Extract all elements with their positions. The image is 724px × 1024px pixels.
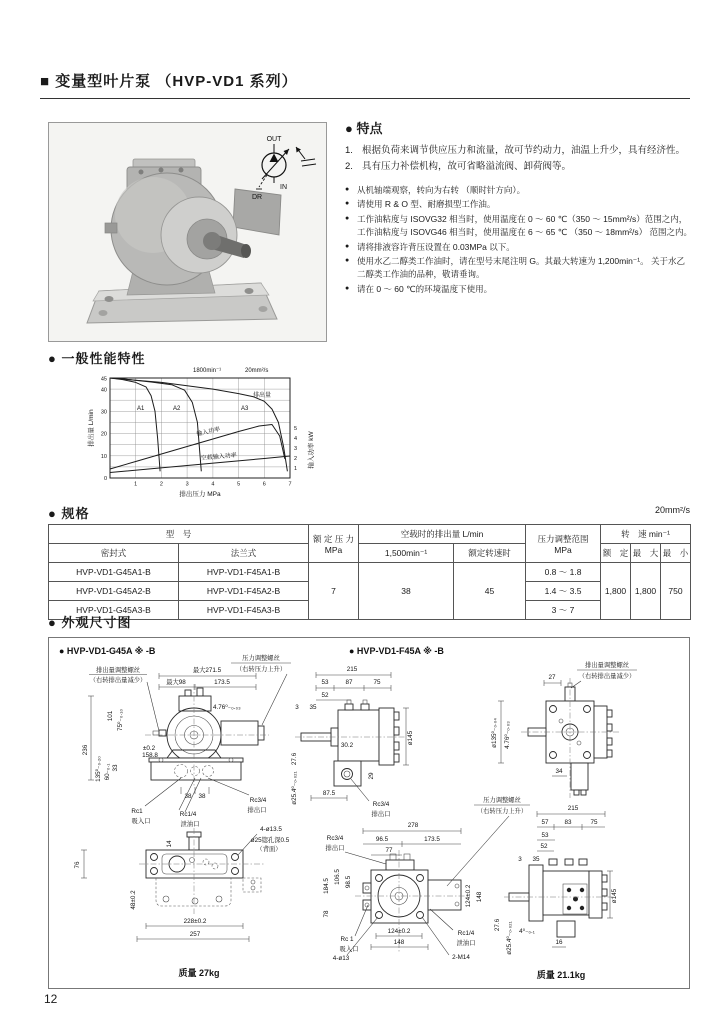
col-rated: 额 定 [601,544,631,563]
dimensions-heading: ● 外观尺寸图 [48,615,132,630]
value-speed-max: 1,800 [631,563,661,620]
label-pressure-screw: 压力调整螺丝 [242,655,280,662]
col-adjust-line2: MPa [554,544,572,555]
value-flow1500: 38 [359,563,454,620]
xtick: 1 [134,481,138,488]
item-text: 根据负荷来调节供应压力和流量，故可节约动力，油温上升少，具有经济性。 [362,145,686,156]
table-row [49,563,691,582]
port-label: Rc3/4 [372,801,390,808]
port-label: Rc1 [131,808,143,815]
value-range: 1.4 ～ 3.5 [526,582,601,601]
bullet-icon: ● [345,200,350,208]
dim-label: 35 [309,704,317,711]
symbol-dr-label: DR [252,194,263,201]
dim-label: 106.5 [334,869,341,885]
features-heading: ● 特点 [345,121,383,136]
dim-label: 52 [540,843,548,850]
curve-label-flow: 排出量 [253,393,272,399]
f45a-drawing [323,646,637,980]
feature-bullet [345,255,692,281]
label-pressure-screw: 压力调整螺丝 [483,797,521,804]
dim-label: 101 [107,710,114,722]
dim-label: ±0.2 [142,745,156,752]
feature-bullet [345,213,692,239]
col-pressure-line2: MPa [324,544,343,555]
spec-note: 20mm²/s [654,505,690,515]
dim-label: 87 [345,679,353,686]
feature-bullet [345,283,692,296]
g45a-drawing [59,646,414,978]
dim-label: 4.76⁰₋₀.₀₃ [504,721,511,749]
dim-label: 最大98 [166,679,186,686]
dim-label: 38 [184,793,192,800]
y2tick: 4 [294,436,298,442]
value-range: 0.8 ～ 1.8 [526,563,601,582]
performance-chart [85,362,350,507]
series-A1 [110,378,160,471]
col-rated-speed: 额定转速时 [454,544,526,563]
curve-label-noload: 空载输入功率 [200,452,238,462]
dim-label: 最大271.5 [192,667,222,674]
chart-annotation-viscosity: 20mm²/s [245,368,269,374]
port-label: 排出口 [325,845,345,852]
value-flow-rated: 45 [454,563,526,620]
dimensions-svg [49,638,687,986]
dim-label: ø135⁰₋₀.₀₄ [491,718,498,748]
bullet-icon: ● [345,185,350,193]
curve-label-a1: A1 [137,406,145,412]
bullet-text: 请使用 R & O 型、耐磨损型工作油。 [357,199,496,210]
model-sealed: HVP-VD1-G45A3-B [49,601,179,620]
bullet-text: 请在 0 ～ 60 ℃的环境温度下使用。 [357,283,493,294]
y2tick: 5 [294,426,298,432]
feature-bullets [345,184,692,296]
item-number: 1. [345,145,353,156]
dim-label: 135⁰₋₀.₂₀ [95,756,102,782]
col-1500: 1,500min⁻¹ [359,544,454,563]
symbol-in-label: IN [280,184,287,191]
port-label: 泄油口 [180,821,200,828]
ytick: 10 [100,453,107,460]
curve-label-a2: A2 [173,406,181,412]
col-model: 型 号 [49,525,309,544]
pump-photo-illustration [49,123,326,341]
ytick: 45 [100,376,107,383]
dim-label: 124±0.2 [465,884,472,908]
dim-label: 27.6 [494,918,501,932]
model-sealed: HVP-VD1-G45A1-B [49,563,179,582]
series-A2 [110,378,201,471]
bullet-icon: ● [345,284,350,292]
feature-bullet [345,241,692,254]
dim-label: 52 [321,692,329,699]
col-flow: 空载时的排出量 L/min [359,525,526,544]
ytick: 0 [103,476,107,482]
dim-label: 148 [476,891,483,903]
dim-label: 4-ø13 [332,955,350,962]
model-flange: HVP-VD1-F45A2-B [179,582,309,601]
col-adjust-line1: 压力调整范围 [537,533,589,544]
ytick: 30 [100,409,107,416]
dim-label: 215 [567,805,579,812]
bullet-text: 工作油粘度与 ISOVG32 相当时，使用温度在 0 ～ 60 ℃（350 ～ 15mm²/s）范围之内，工作油粘度与 ISOVG46 相当时，使用温度在 6 ～ 65 ℃ （350 ～ 18mm²/s） 范围之内。 [357,214,692,237]
dim-label: 148 [393,939,405,946]
port-label: Rc3/4 [326,835,344,842]
bullet-icon: ● [345,257,350,265]
curve-label-power: 输入功率 [196,426,221,438]
dim-label: 4-ø13.5 [260,826,282,833]
dim-label: 215 [346,666,358,673]
col-speed: 转 速 min⁻¹ [601,525,691,544]
feature-bullet [345,198,692,211]
label-pressure-screw2: （右转压力上升） [476,808,528,815]
curve-label-a3: A3 [241,406,249,412]
dim-label: 3 [295,704,299,711]
y-axis-label-right: 输入功率 kW [308,431,315,469]
label-flow-screw: 排出量调整螺丝 [584,662,630,669]
dim-label: 14 [166,840,173,848]
dim-label: 38 [198,793,206,800]
xtick: 5 [237,481,241,488]
xtick: 6 [262,481,266,488]
dimensions-box [48,637,690,989]
dim-label: ø25锪孔深0.5 [250,837,290,844]
spec-heading: ● 规格 [48,506,90,521]
y2tick: 3 [294,446,298,452]
x-axis-label: 排出压力 MPa [179,491,221,498]
series-排出量(A3) [110,378,287,471]
port-label: 泄油口 [456,940,476,947]
dim-label: 4.76⁰₋₀.₀₃ [213,704,241,711]
dim-label: ø145 [407,730,414,746]
label-pressure-screw2: （右转压力上升） [235,666,287,673]
col-adjust [526,525,601,563]
chart-svg [85,362,350,502]
y2tick: 1 [294,466,298,472]
dim-label: 57 [541,819,549,826]
value-range: 3 ～ 7 [526,601,601,620]
dim-label: 257 [189,931,201,938]
dim-label: ø145 [611,888,618,904]
feature-item [345,144,692,158]
model-flange: HVP-VD1-F45A3-B [179,601,309,620]
port-label: 吸入口 [339,946,359,953]
value-pressure: 7 [309,563,359,620]
y2tick: 2 [294,456,298,462]
dim-label: 228±0.2 [183,918,207,925]
dim-label: 173.5 [424,836,440,843]
g45a-title: ● HVP-VD1-G45A ※ -B [59,646,156,656]
col-flange: 法兰式 [179,544,309,563]
bullet-text: 使用水乙二醇类工作油时，请在型号末尾注明 G。其最大转速为 1,200min⁻¹。 关于水乙二醇类工作油的品种，敬请垂询。 [357,256,685,279]
dim-label: 96.5 [375,836,389,843]
port-label: Rc3/4 [249,797,267,804]
dim-label: 33 [112,764,119,772]
dim-label: 53 [321,679,329,686]
dim-label: 29 [368,772,375,780]
dim-label: 98.5 [345,875,352,889]
dim-label: 27.6 [291,752,298,766]
bullet-icon: ● [345,215,350,222]
ytick: 20 [100,431,107,438]
dim-label: 60₋₀.₁ [104,763,111,781]
performance-heading: ● 一般性能特性 [48,351,146,366]
label-flow-screw2: （右转排出量减少） [578,673,636,680]
dim-label: 278 [407,822,419,829]
feature-item [345,160,692,174]
value-speed-rated: 1,800 [601,563,631,620]
item-text: 具有压力补偿机构，故可省略溢流阀、卸荷阀等。 [362,161,572,173]
g45a-weight: 质量 27kg [178,968,220,978]
port-label: 排出口 [247,807,267,814]
f45a-title: ● HVP-VD1-F45A ※ -B [349,646,444,656]
xtick: 3 [185,481,189,488]
bullet-text: 从机轴端观察，转向为右转 （顺时针方向）。 [357,184,526,195]
dim-label: 75⁰₋₀.₁₀ [117,709,124,731]
dim-label: ø25.4⁰₋₀.₀₂₁ [506,921,513,955]
dim-label: 236 [82,744,89,756]
item-number: 2. [345,161,353,173]
label-flow-screw: 排出量调整螺丝 [95,667,141,674]
col-pressure [309,525,359,563]
dim-label: （背面） [256,846,282,853]
dim-label: 30.2 [340,742,354,749]
model-flange: HVP-VD1-F45A1-B [179,563,309,582]
dim-label: 83 [564,819,572,826]
spec-table [48,524,691,620]
dim-label: 77 [385,847,393,854]
page-title: ■ 变量型叶片泵 （HVP-VD1 系列） [40,70,690,99]
xtick: 4 [211,481,215,488]
xtick: 2 [159,481,163,488]
port-label: 吸入口 [131,818,151,825]
dim-label: 78 [323,910,330,918]
dim-label: 48±0.2 [130,890,137,910]
bullet-text: 请将排液容许背压设置在 0.03MPa 以下。 [357,241,515,252]
dim-label: 158.8 [142,752,158,759]
dim-label: 27 [548,674,556,681]
dim-label: 75 [590,819,598,826]
xtick: 7 [288,481,292,488]
port-label: 排出口 [371,811,391,818]
dim-label: 2-M14 [452,954,470,961]
col-sealed: 密封式 [49,544,179,563]
feature-bullet [345,184,692,197]
col-pressure-line1: 额 定 压 力 [312,533,355,544]
col-max: 最 大 [631,544,661,563]
dim-label: 35 [532,856,540,863]
dim-label: 124±0.2 [387,928,411,935]
port-label: Rc1/4 [457,930,475,937]
dim-label: 184.5 [323,878,330,894]
dim-label: 87.5 [322,790,336,797]
dim-label: 75 [373,679,381,686]
y-axis-label-left: 排出量 L/min [88,409,95,447]
dim-label: 3 [518,856,522,863]
dim-label: 4⁰₋₀.₁ [519,928,535,935]
dim-label: 34 [555,768,563,775]
col-min: 最 小 [661,544,691,563]
features-section [345,118,692,298]
port-label: Rc1/4 [179,811,197,818]
model-sealed: HVP-VD1-G45A2-B [49,582,179,601]
symbol-out-label: OUT [266,136,282,143]
page-number: 12 [44,992,58,1006]
dim-label: 53 [541,832,549,839]
ytick: 40 [100,387,107,394]
spec-header-row [49,525,691,544]
chart-annotation-speed: 1800min⁻¹ [193,368,222,374]
dim-label: 173.5 [214,679,230,686]
label-flow-screw2: （右转排出量减少） [89,677,147,684]
bullet-icon: ● [345,242,350,250]
product-photo [48,122,327,342]
port-label: Rc 1 [340,936,354,943]
dim-label: 76 [74,861,81,869]
f45a-weight: 质量 21.1kg [536,970,586,980]
value-speed-min: 750 [661,563,691,620]
dim-label: 16 [555,939,563,946]
dim-label: ø25.4⁰₋₀.₀₂₁ [291,771,298,805]
